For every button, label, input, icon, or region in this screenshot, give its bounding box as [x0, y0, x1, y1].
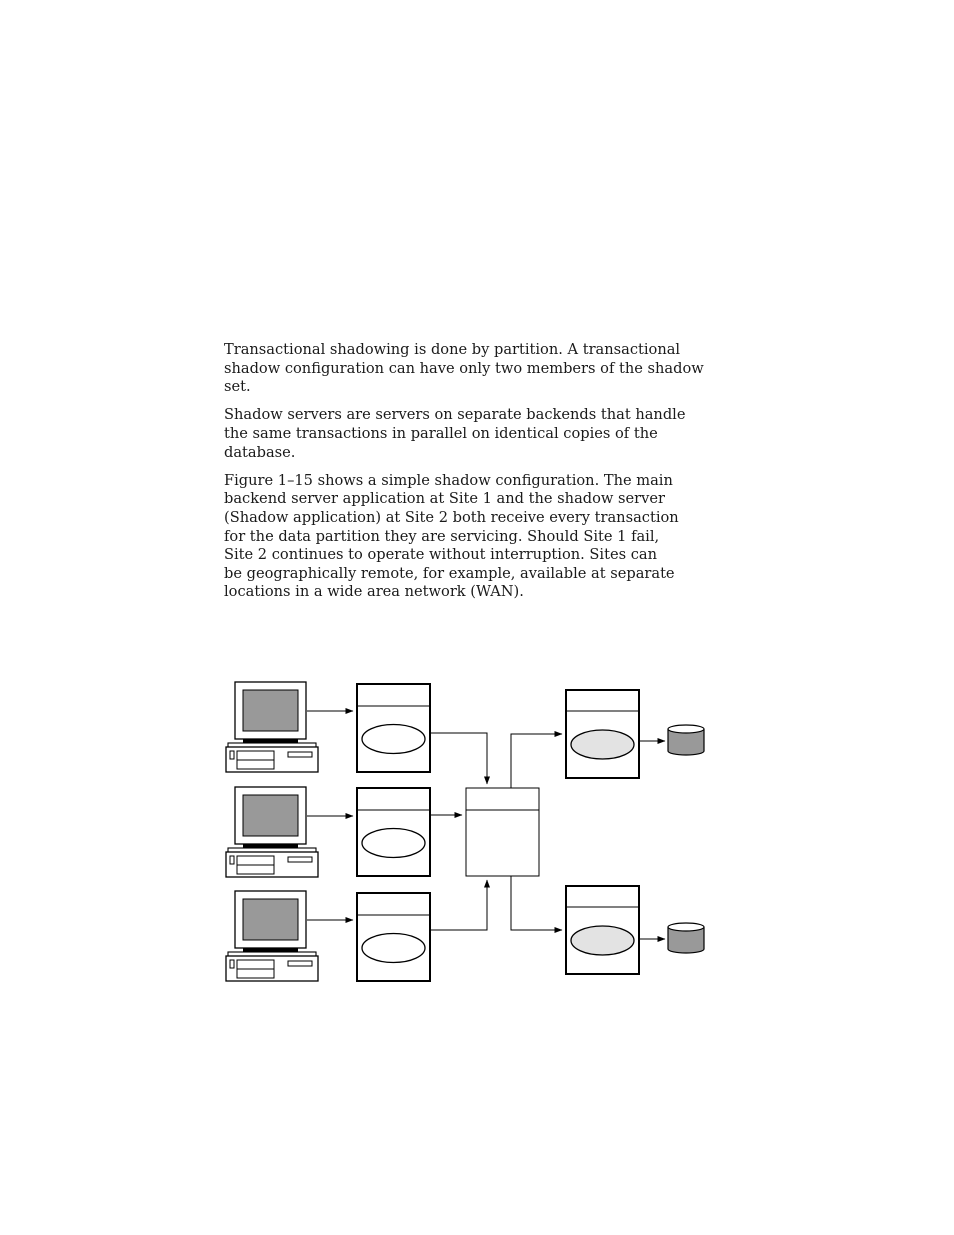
text-line: the same transactions in parallel on identical copies of the	[224, 424, 658, 442]
application-ellipse	[362, 934, 425, 963]
text-line: for the data partition they are servicing. Should Site 1 fail,	[224, 527, 660, 545]
floppy-slot	[288, 857, 312, 862]
text-line: Site 2 continues to operate without interruption. Sites can	[224, 546, 657, 564]
application-ellipse	[571, 730, 634, 759]
text-line: be geographically remote, for example, available at separate	[224, 564, 675, 582]
text-line: locations in a wide area network (WAN).	[224, 583, 524, 601]
text-line: Shadow servers are servers on separate backends that handle	[224, 406, 686, 424]
drive-bay	[237, 856, 274, 865]
power-button	[230, 856, 234, 864]
database-top	[668, 725, 704, 733]
front-server	[357, 684, 430, 772]
router-to-backend-arrow	[511, 876, 562, 930]
text-line: set.	[224, 378, 251, 396]
floppy-slot	[288, 961, 312, 966]
database-top	[668, 923, 704, 931]
client-computer-icon	[226, 682, 318, 772]
monitor-stand	[243, 948, 298, 952]
client-computer-icon	[226, 787, 318, 877]
site-2-shadow-server	[566, 886, 639, 974]
text-line: database.	[224, 443, 296, 461]
drive-bay	[237, 760, 274, 769]
monitor-stand	[243, 739, 298, 743]
text-line: Figure 1–15 shows a simple shadow configuration. The main	[224, 471, 673, 489]
drive-bay	[237, 960, 274, 969]
application-ellipse	[571, 926, 634, 955]
drive-bay	[237, 865, 274, 874]
floppy-slot	[288, 752, 312, 757]
application-ellipse	[362, 829, 425, 858]
text-line: Transactional shadowing is done by partition. A transactional	[224, 341, 681, 358]
router-box	[466, 788, 539, 876]
power-button	[230, 960, 234, 968]
site-1-backend-server	[566, 690, 639, 778]
database-icon	[668, 725, 704, 755]
drive-bay	[237, 969, 274, 978]
router-to-backend-arrow	[511, 734, 562, 788]
text-line: shadow configuration can have only two members of the shadow	[224, 359, 704, 377]
server-to-router-arrow	[430, 880, 487, 930]
monitor-screen	[243, 899, 298, 940]
router-frame	[466, 788, 539, 876]
server-to-router-arrow	[430, 733, 487, 784]
text-line: (Shadow application) at Site 2 both receive every transaction	[224, 508, 679, 526]
monitor-stand	[243, 844, 298, 848]
text-line: backend server application at Site 1 and the shadow server	[224, 490, 665, 508]
drive-bay	[237, 751, 274, 760]
front-server	[357, 893, 430, 981]
monitor-screen	[243, 690, 298, 731]
power-button	[230, 751, 234, 759]
client-computer-icon	[226, 891, 318, 981]
front-server	[357, 788, 430, 876]
monitor-screen	[243, 795, 298, 836]
application-ellipse	[362, 725, 425, 754]
database-icon	[668, 923, 704, 953]
